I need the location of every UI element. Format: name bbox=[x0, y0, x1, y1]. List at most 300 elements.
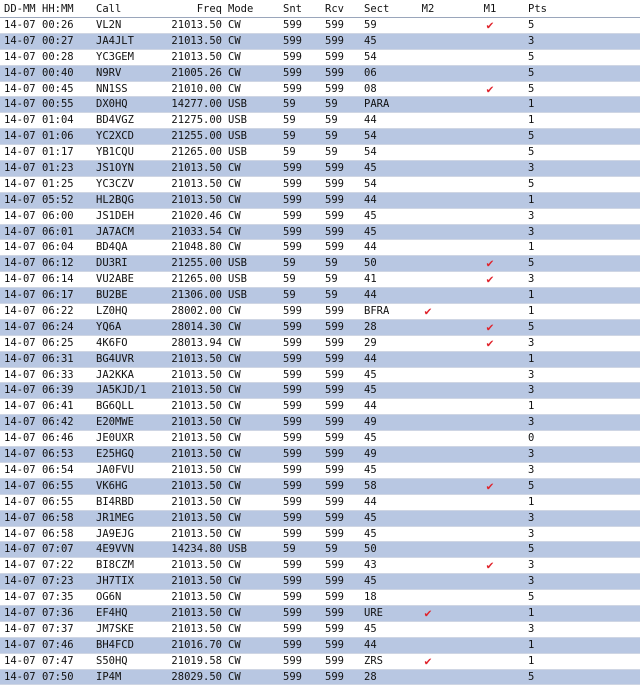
cell-sect: 49 bbox=[364, 416, 377, 429]
table-row[interactable] bbox=[0, 368, 640, 384]
cell-call: JS1DEH bbox=[96, 209, 134, 222]
cell-snt: 599 bbox=[283, 305, 302, 318]
cell-freq: 21013.50 bbox=[171, 495, 222, 508]
cell-snt: 599 bbox=[283, 638, 302, 651]
cell-freq: 28013.94 bbox=[171, 336, 222, 349]
cell-mode: CW bbox=[228, 511, 241, 524]
cell-rcv: 599 bbox=[325, 654, 344, 667]
cell-rcv: 599 bbox=[325, 368, 344, 381]
cell-time: 01:17 bbox=[42, 146, 74, 159]
cell-call: VU2ABE bbox=[96, 273, 134, 286]
cell-mode: CW bbox=[228, 305, 241, 318]
cell-m1-check-icon: ✔ bbox=[486, 319, 494, 334]
cell-snt: 59 bbox=[283, 289, 296, 302]
cell-snt: 599 bbox=[283, 225, 302, 238]
cell-rcv: 599 bbox=[325, 162, 344, 175]
cell-sect: 45 bbox=[364, 622, 377, 635]
cell-rcv: 59 bbox=[325, 146, 338, 159]
cell-call: 4K6FO bbox=[96, 336, 128, 349]
table-row[interactable] bbox=[0, 209, 640, 225]
cell-freq: 21255.00 bbox=[171, 130, 222, 143]
cell-mode: USB bbox=[228, 130, 247, 143]
cell-rcv: 59 bbox=[325, 273, 338, 286]
cell-time: 06:41 bbox=[42, 400, 74, 413]
cell-freq: 21013.50 bbox=[171, 575, 222, 588]
table-row[interactable] bbox=[0, 177, 640, 193]
cell-freq: 21275.00 bbox=[171, 114, 222, 127]
cell-mode: CW bbox=[228, 575, 241, 588]
cell-snt: 599 bbox=[283, 511, 302, 524]
cell-time: 06:58 bbox=[42, 527, 74, 540]
cell-rcv: 59 bbox=[325, 543, 338, 556]
table-row[interactable] bbox=[0, 320, 640, 336]
cell-rcv: 599 bbox=[325, 225, 344, 238]
cell-rcv: 599 bbox=[325, 193, 344, 206]
cell-call: OG6N bbox=[96, 591, 122, 604]
cell-freq: 21013.50 bbox=[171, 50, 222, 63]
column-header-m2[interactable]: M2 bbox=[421, 3, 435, 15]
cell-snt: 599 bbox=[283, 177, 302, 190]
cell-pts: 5 bbox=[528, 50, 535, 63]
column-header-sect[interactable]: Sect bbox=[364, 3, 390, 15]
cell-snt: 599 bbox=[283, 336, 302, 349]
cell-call: YC3GEM bbox=[96, 50, 134, 63]
cell-sect: 54 bbox=[364, 50, 377, 63]
cell-time: 06:55 bbox=[42, 495, 74, 508]
table-row[interactable] bbox=[0, 240, 640, 256]
cell-pts: 3 bbox=[528, 336, 535, 349]
cell-rcv: 599 bbox=[325, 66, 344, 79]
table-row[interactable] bbox=[0, 113, 640, 129]
table-row[interactable] bbox=[0, 336, 640, 352]
cell-snt: 599 bbox=[283, 384, 302, 397]
cell-date: 14-07 bbox=[4, 606, 36, 619]
cell-pts: 3 bbox=[528, 448, 535, 461]
cell-freq: 21013.50 bbox=[171, 463, 222, 476]
cell-sect: 58 bbox=[364, 479, 377, 492]
cell-mode: CW bbox=[228, 416, 241, 429]
cell-call: N9RV bbox=[96, 66, 122, 79]
cell-pts: 3 bbox=[528, 559, 535, 572]
cell-date: 14-07 bbox=[4, 146, 36, 159]
cell-mode: CW bbox=[228, 495, 241, 508]
table-row[interactable] bbox=[0, 415, 640, 431]
cell-mode: CW bbox=[228, 479, 241, 492]
cell-call: E20MWE bbox=[96, 416, 134, 429]
cell-pts: 3 bbox=[528, 273, 535, 286]
cell-snt: 599 bbox=[283, 400, 302, 413]
cell-date: 14-07 bbox=[4, 638, 36, 651]
cell-freq: 21255.00 bbox=[171, 257, 222, 270]
table-row[interactable] bbox=[0, 97, 640, 113]
cell-date: 14-07 bbox=[4, 162, 36, 175]
cell-sect: 44 bbox=[364, 289, 377, 302]
cell-time: 07:46 bbox=[42, 638, 74, 651]
cell-sect: 45 bbox=[364, 463, 377, 476]
cell-m1-check-icon: ✔ bbox=[486, 335, 494, 350]
cell-mode: CW bbox=[228, 654, 241, 667]
cell-time: 07:22 bbox=[42, 559, 74, 572]
table-row[interactable] bbox=[0, 638, 640, 654]
cell-freq: 21048.80 bbox=[171, 241, 222, 254]
table-row[interactable] bbox=[0, 479, 640, 495]
table-row[interactable] bbox=[0, 288, 640, 304]
cell-sect: 18 bbox=[364, 591, 377, 604]
cell-time: 07:23 bbox=[42, 575, 74, 588]
cell-snt: 599 bbox=[283, 527, 302, 540]
table-row[interactable] bbox=[0, 670, 640, 686]
cell-rcv: 599 bbox=[325, 638, 344, 651]
column-header-time[interactable]: HH:MM bbox=[42, 3, 74, 15]
cell-date: 14-07 bbox=[4, 320, 36, 333]
cell-freq: 21010.00 bbox=[171, 82, 222, 95]
table-row[interactable] bbox=[0, 574, 640, 590]
cell-call: JH7TIX bbox=[96, 575, 134, 588]
cell-date: 14-07 bbox=[4, 543, 36, 556]
cell-mode: CW bbox=[228, 384, 241, 397]
cell-snt: 59 bbox=[283, 257, 296, 270]
cell-date: 14-07 bbox=[4, 34, 36, 47]
cell-snt: 599 bbox=[283, 495, 302, 508]
table-body bbox=[0, 18, 640, 685]
column-header-m1[interactable]: M1 bbox=[483, 3, 497, 15]
cell-call: NN1SS bbox=[96, 82, 128, 95]
cell-pts: 1 bbox=[528, 606, 535, 619]
table-row[interactable] bbox=[0, 256, 640, 272]
cell-call: BI4RBD bbox=[96, 495, 134, 508]
cell-rcv: 599 bbox=[325, 511, 344, 524]
cell-freq: 21013.50 bbox=[171, 162, 222, 175]
cell-sect: 44 bbox=[364, 638, 377, 651]
cell-pts: 5 bbox=[528, 591, 535, 604]
cell-date: 14-07 bbox=[4, 193, 36, 206]
cell-snt: 599 bbox=[283, 479, 302, 492]
cell-call: YB1CQU bbox=[96, 146, 134, 159]
column-header-freq[interactable]: Freq bbox=[196, 3, 222, 15]
cell-snt: 599 bbox=[283, 34, 302, 47]
cell-snt: 59 bbox=[283, 146, 296, 159]
cell-pts: 5 bbox=[528, 670, 535, 683]
cell-sect: 44 bbox=[364, 495, 377, 508]
cell-sect: 54 bbox=[364, 177, 377, 190]
cell-time: 06:42 bbox=[42, 416, 74, 429]
cell-mode: CW bbox=[228, 241, 241, 254]
cell-sect: PARA bbox=[364, 98, 390, 111]
cell-rcv: 599 bbox=[325, 527, 344, 540]
table-row[interactable] bbox=[0, 129, 640, 145]
cell-date: 14-07 bbox=[4, 654, 36, 667]
table-row[interactable] bbox=[0, 304, 640, 320]
table-row[interactable] bbox=[0, 463, 640, 479]
cell-pts: 1 bbox=[528, 638, 535, 651]
column-header-mode[interactable]: Mode bbox=[228, 3, 254, 15]
cell-date: 14-07 bbox=[4, 575, 36, 588]
cell-sect: 28 bbox=[364, 320, 377, 333]
cell-mode: CW bbox=[228, 336, 241, 349]
cell-date: 14-07 bbox=[4, 368, 36, 381]
cell-freq: 21013.50 bbox=[171, 448, 222, 461]
table-row[interactable] bbox=[0, 511, 640, 527]
table-row[interactable] bbox=[0, 431, 640, 447]
cell-m1-check-icon: ✔ bbox=[486, 256, 494, 271]
cell-rcv: 599 bbox=[325, 19, 344, 31]
cell-m1-check-icon: ✔ bbox=[486, 18, 494, 32]
cell-rcv: 599 bbox=[325, 495, 344, 508]
table-row[interactable] bbox=[0, 82, 640, 98]
cell-mode: CW bbox=[228, 670, 241, 683]
cell-snt: 599 bbox=[283, 19, 302, 31]
cell-rcv: 599 bbox=[325, 606, 344, 619]
table-row[interactable] bbox=[0, 590, 640, 606]
cell-call: JR1MEG bbox=[96, 511, 134, 524]
cell-date: 14-07 bbox=[4, 66, 36, 79]
cell-mode: CW bbox=[228, 432, 241, 445]
cell-sect: 45 bbox=[364, 225, 377, 238]
cell-mode: CW bbox=[228, 193, 241, 206]
cell-call: JS1OYN bbox=[96, 162, 134, 175]
cell-mode: CW bbox=[228, 448, 241, 461]
cell-mode: USB bbox=[228, 146, 247, 159]
cell-call: JA0FVU bbox=[96, 463, 134, 476]
column-header-pts[interactable]: Pts bbox=[528, 3, 547, 15]
cell-date: 14-07 bbox=[4, 559, 36, 572]
cell-time: 06:01 bbox=[42, 225, 74, 238]
cell-date: 14-07 bbox=[4, 591, 36, 604]
table-header bbox=[0, 0, 640, 18]
cell-pts: 5 bbox=[528, 320, 535, 333]
cell-time: 01:04 bbox=[42, 114, 74, 127]
cell-time: 06:46 bbox=[42, 432, 74, 445]
cell-mode: CW bbox=[228, 66, 241, 79]
cell-sect: 44 bbox=[364, 400, 377, 413]
cell-date: 14-07 bbox=[4, 400, 36, 413]
cell-call: BH4FCD bbox=[96, 638, 134, 651]
cell-time: 06:12 bbox=[42, 257, 74, 270]
cell-time: 00:45 bbox=[42, 82, 74, 95]
cell-date: 14-07 bbox=[4, 495, 36, 508]
cell-time: 07:47 bbox=[42, 654, 74, 667]
cell-pts: 1 bbox=[528, 98, 535, 111]
cell-call: E25HGQ bbox=[96, 448, 134, 461]
cell-rcv: 59 bbox=[325, 114, 338, 127]
cell-time: 06:17 bbox=[42, 289, 74, 302]
cell-date: 14-07 bbox=[4, 241, 36, 254]
cell-rcv: 59 bbox=[325, 257, 338, 270]
cell-rcv: 599 bbox=[325, 50, 344, 63]
cell-freq: 21013.50 bbox=[171, 527, 222, 540]
cell-sect: 54 bbox=[364, 146, 377, 159]
table-row[interactable] bbox=[0, 161, 640, 177]
cell-pts: 5 bbox=[528, 66, 535, 79]
cell-m2-check-icon: ✔ bbox=[424, 605, 432, 620]
cell-rcv: 599 bbox=[325, 575, 344, 588]
cell-pts: 3 bbox=[528, 527, 535, 540]
cell-mode: CW bbox=[228, 320, 241, 333]
cell-sect: 44 bbox=[364, 352, 377, 365]
cell-snt: 599 bbox=[283, 591, 302, 604]
cell-freq: 21033.54 bbox=[171, 225, 222, 238]
cell-time: 00:28 bbox=[42, 50, 74, 63]
table-row[interactable] bbox=[0, 66, 640, 82]
cell-call: YC2XCD bbox=[96, 130, 134, 143]
table-row[interactable] bbox=[0, 447, 640, 463]
cell-rcv: 599 bbox=[325, 479, 344, 492]
table-row[interactable] bbox=[0, 272, 640, 288]
cell-freq: 21020.46 bbox=[171, 209, 222, 222]
table-row[interactable] bbox=[0, 18, 640, 34]
cell-freq: 21013.50 bbox=[171, 511, 222, 524]
cell-rcv: 59 bbox=[325, 130, 338, 143]
table-row[interactable] bbox=[0, 527, 640, 543]
cell-freq: 28029.50 bbox=[171, 670, 222, 683]
cell-pts: 1 bbox=[528, 289, 535, 302]
cell-snt: 599 bbox=[283, 193, 302, 206]
cell-snt: 599 bbox=[283, 50, 302, 63]
cell-mode: CW bbox=[228, 559, 241, 572]
cell-rcv: 599 bbox=[325, 591, 344, 604]
cell-pts: 3 bbox=[528, 416, 535, 429]
cell-date: 14-07 bbox=[4, 225, 36, 238]
cell-call: JM7SKE bbox=[96, 622, 134, 635]
cell-sect: 44 bbox=[364, 241, 377, 254]
cell-freq: 21005.26 bbox=[171, 66, 222, 79]
cell-sect: 44 bbox=[364, 193, 377, 206]
cell-call: BU2BE bbox=[96, 289, 128, 302]
column-header-date[interactable]: DD-MM bbox=[4, 3, 36, 15]
cell-snt: 599 bbox=[283, 209, 302, 222]
cell-call: JA7ACM bbox=[96, 225, 134, 238]
cell-sect: 45 bbox=[364, 511, 377, 524]
cell-pts: 1 bbox=[528, 654, 535, 667]
cell-sect: 45 bbox=[364, 527, 377, 540]
cell-pts: 3 bbox=[528, 463, 535, 476]
table-row[interactable] bbox=[0, 654, 640, 670]
cell-pts: 1 bbox=[528, 241, 535, 254]
cell-pts: 1 bbox=[528, 305, 535, 318]
cell-call: VL2N bbox=[96, 19, 122, 31]
table-row[interactable] bbox=[0, 145, 640, 161]
table-row[interactable] bbox=[0, 495, 640, 511]
table-row[interactable] bbox=[0, 225, 640, 241]
cell-rcv: 599 bbox=[325, 352, 344, 365]
cell-date: 14-07 bbox=[4, 336, 36, 349]
table-row[interactable] bbox=[0, 622, 640, 638]
table-row[interactable] bbox=[0, 193, 640, 209]
cell-call: IP4M bbox=[96, 670, 122, 683]
table-row[interactable] bbox=[0, 50, 640, 66]
cell-time: 00:55 bbox=[42, 98, 74, 111]
cell-pts: 3 bbox=[528, 575, 535, 588]
cell-call: EF4HQ bbox=[96, 606, 128, 619]
cell-pts: 5 bbox=[528, 543, 535, 556]
cell-mode: CW bbox=[228, 19, 241, 31]
cell-snt: 59 bbox=[283, 114, 296, 127]
cell-sect: 45 bbox=[364, 384, 377, 397]
cell-freq: 21013.50 bbox=[171, 384, 222, 397]
cell-time: 05:52 bbox=[42, 193, 74, 206]
cell-m1-check-icon: ✔ bbox=[486, 272, 494, 287]
table-row[interactable] bbox=[0, 558, 640, 574]
cell-time: 06:55 bbox=[42, 479, 74, 492]
table-row[interactable] bbox=[0, 34, 640, 50]
cell-pts: 1 bbox=[528, 352, 535, 365]
cell-call: JA9EJG bbox=[96, 527, 134, 540]
cell-rcv: 59 bbox=[325, 98, 338, 111]
cell-time: 06:31 bbox=[42, 352, 74, 365]
cell-time: 06:14 bbox=[42, 273, 74, 286]
cell-time: 06:24 bbox=[42, 320, 74, 333]
cell-snt: 599 bbox=[283, 622, 302, 635]
cell-time: 06:04 bbox=[42, 241, 74, 254]
cell-rcv: 599 bbox=[325, 432, 344, 445]
table-row[interactable] bbox=[0, 383, 640, 399]
cell-snt: 599 bbox=[283, 432, 302, 445]
cell-time: 07:37 bbox=[42, 622, 74, 635]
cell-date: 14-07 bbox=[4, 463, 36, 476]
cell-time: 06:53 bbox=[42, 448, 74, 461]
column-header-rcv[interactable]: Rcv bbox=[325, 3, 344, 15]
cell-date: 14-07 bbox=[4, 130, 36, 143]
cell-time: 01:06 bbox=[42, 130, 74, 143]
cell-snt: 599 bbox=[283, 368, 302, 381]
cell-m1-check-icon: ✔ bbox=[486, 478, 494, 493]
cell-freq: 21013.50 bbox=[171, 368, 222, 381]
cell-date: 14-07 bbox=[4, 50, 36, 63]
cell-rcv: 599 bbox=[325, 320, 344, 333]
cell-freq: 21013.50 bbox=[171, 177, 222, 190]
table-row[interactable] bbox=[0, 606, 640, 622]
cell-date: 14-07 bbox=[4, 19, 36, 31]
cell-date: 14-07 bbox=[4, 289, 36, 302]
column-header-call[interactable]: Call bbox=[96, 3, 122, 15]
cell-pts: 3 bbox=[528, 209, 535, 222]
cell-pts: 3 bbox=[528, 162, 535, 175]
cell-time: 00:27 bbox=[42, 34, 74, 47]
cell-rcv: 599 bbox=[325, 384, 344, 397]
cell-freq: 21013.50 bbox=[171, 591, 222, 604]
cell-mode: USB bbox=[228, 114, 247, 127]
cell-mode: CW bbox=[228, 34, 241, 47]
table-row[interactable] bbox=[0, 399, 640, 415]
cell-call: BG4UVR bbox=[96, 352, 134, 365]
table-row[interactable] bbox=[0, 542, 640, 558]
cell-date: 14-07 bbox=[4, 209, 36, 222]
cell-snt: 599 bbox=[283, 463, 302, 476]
cell-pts: 1 bbox=[528, 495, 535, 508]
cell-date: 14-07 bbox=[4, 511, 36, 524]
cell-snt: 599 bbox=[283, 66, 302, 79]
column-header-snt[interactable]: Snt bbox=[283, 3, 302, 15]
cell-m2-check-icon: ✔ bbox=[424, 304, 432, 319]
cell-mode: CW bbox=[228, 352, 241, 365]
cell-mode: CW bbox=[228, 606, 241, 619]
cell-sect: 50 bbox=[364, 543, 377, 556]
cell-mode: CW bbox=[228, 638, 241, 651]
cell-sect: 43 bbox=[364, 559, 377, 572]
cell-rcv: 599 bbox=[325, 622, 344, 635]
cell-call: JA2KKA bbox=[96, 368, 134, 381]
cell-freq: 21016.70 bbox=[171, 638, 222, 651]
cell-date: 14-07 bbox=[4, 177, 36, 190]
cell-pts: 5 bbox=[528, 146, 535, 159]
cell-date: 14-07 bbox=[4, 257, 36, 270]
cell-rcv: 599 bbox=[325, 209, 344, 222]
table-row[interactable] bbox=[0, 352, 640, 368]
cell-snt: 599 bbox=[283, 559, 302, 572]
cell-time: 07:36 bbox=[42, 606, 74, 619]
cell-call: S50HQ bbox=[96, 654, 128, 667]
cell-time: 06:39 bbox=[42, 384, 74, 397]
